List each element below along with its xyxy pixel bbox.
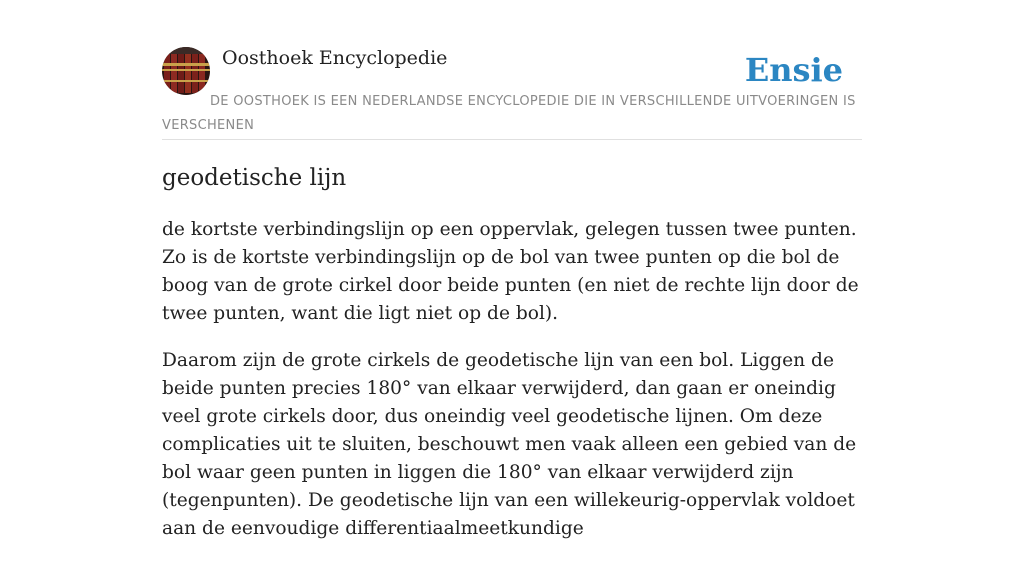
site-name[interactable]: Oosthoek Encyclopedie bbox=[222, 47, 448, 69]
header-divider bbox=[162, 139, 862, 140]
brand-logo[interactable]: Ensie bbox=[744, 51, 843, 89]
encyclopedia-books-icon[interactable] bbox=[162, 47, 210, 95]
article-paragraph: Daarom zijn de grote cirkels de geodetische lijn van een bol. Liggen de beide punten precies 180° van elkaar verwijderd, dan gaan er oneindig veel grote cirkels door, dus oneindig veel geodetische lijnen. Om deze complicaties uit te sluiten, beschouwt men vaak alleen een gebied van de bol waar geen punten in liggen die 180° van elkaar verwijderd zijn (tegenpunten). De geodetische lijn van een willekeurig-oppervlak voldoet aan de eenvoudige differentiaalmeetkundige bbox=[162, 350, 857, 539]
article-title: geodetische lijn bbox=[162, 165, 347, 191]
site-header bbox=[162, 0, 862, 140]
article-paragraph: de kortste verbindingslijn op een oppervlak, gelegen tussen twee punten. Zo is de kortste verbindingslijn op de bol van twee punten op die bol de boog van de grote cirkel door beide punten (en niet de rechte lijn door de twee punten, want die ligt niet op de bol). bbox=[162, 219, 859, 324]
article-body bbox=[162, 216, 864, 562]
site-tagline: DE OOSTHOEK IS EEN NEDERLANDSE ENCYCLOPEDIE DIE IN VERSCHILLENDE UITVOERINGEN IS VERSCHENEN bbox=[162, 94, 856, 133]
